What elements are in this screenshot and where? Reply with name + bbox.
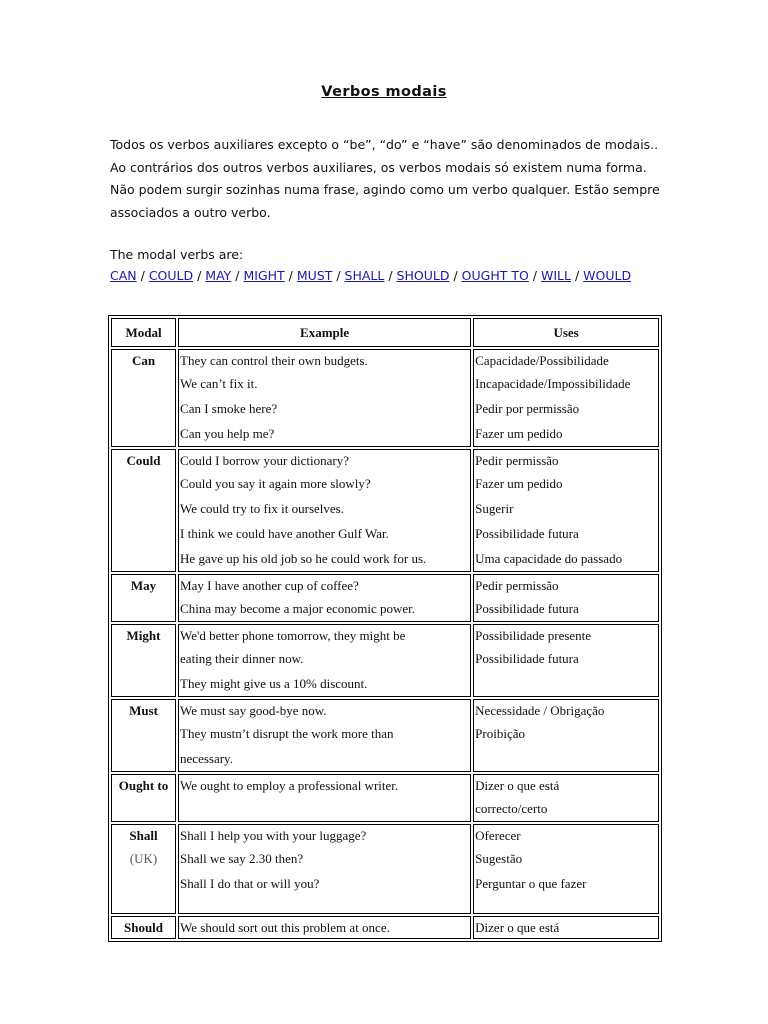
example-line: We should sort out this problem at once. [180, 920, 390, 935]
uses-cell [473, 774, 659, 822]
example-line: May I have another cup of coffee? [180, 578, 359, 593]
link-separator: / [231, 268, 244, 283]
modal-verb-links [110, 265, 631, 287]
use-line: Sugestão [475, 851, 523, 866]
use-line: correcto/certo [475, 801, 548, 816]
use-line: Dizer o que está [475, 920, 560, 935]
intro-paragraph: Todos os verbos auxiliares excepto o “be”, “do” e “have” são denominados de modais.. Ao contrários dos outros verbos auxiliares, os verbos modais só existem numa forma. Não podem surgir sozinhas numa frase, agindo como um verbo qualquer. Estão sempre associados a outro verbo. [110, 137, 660, 220]
use-line: Necessidade / Obrigação [475, 703, 605, 718]
use-line: Fazer um pedido [475, 476, 563, 491]
example-cell [178, 916, 471, 939]
uses-cell [473, 449, 659, 572]
example-line: They might give us a 10% discount. [180, 676, 368, 691]
modal-name: Can [131, 353, 156, 368]
modal-name: Should [123, 920, 164, 935]
modal-link-would[interactable]: WOULD [583, 268, 632, 283]
example-cell [178, 574, 471, 622]
modal-cell [111, 449, 176, 572]
table-row [111, 624, 659, 697]
example-line: We ought to employ a professional writer. [180, 778, 399, 793]
modal-name: Must [129, 703, 158, 718]
table-header-row [111, 318, 659, 347]
use-line: Proibição [475, 726, 525, 741]
modal-link-shall[interactable]: SHALL [344, 268, 385, 283]
modal-cell [111, 574, 176, 622]
table-row [111, 824, 659, 914]
example-line: I think we could have another Gulf War. [180, 526, 389, 541]
use-line: Oferecer [475, 828, 521, 843]
link-separator: / [384, 268, 397, 283]
link-separator: / [284, 268, 297, 283]
example-line: Could I borrow your dictionary? [180, 453, 349, 468]
modal-cell [111, 349, 176, 447]
example-line: Can you help me? [180, 426, 275, 441]
use-line: Uma capacidade do passado [475, 551, 623, 566]
use-line: Capacidade/Possibilidade [475, 353, 609, 368]
use-line: Fazer um pedido [475, 426, 563, 441]
link-separator: / [136, 268, 149, 283]
example-line: Shall we say 2.30 then? [180, 851, 304, 866]
table-row [111, 574, 659, 622]
header-example: Example [178, 318, 471, 347]
modal-name: Could [126, 453, 161, 468]
example-line: We must say good-bye now. [180, 703, 327, 718]
modal-link-must[interactable]: MUST [296, 268, 333, 283]
modal-link-should[interactable]: SHOULD [396, 268, 450, 283]
use-line: Possibilidade futura [475, 526, 579, 541]
example-line: China may become a major economic power. [180, 601, 416, 616]
cell-padding [180, 896, 469, 913]
example-cell [178, 699, 471, 772]
example-cell [178, 449, 471, 572]
modal-link-will[interactable]: WILL [540, 268, 571, 283]
table-row [111, 774, 659, 822]
modal-note: (UK) [129, 851, 158, 866]
example-line: necessary. [180, 751, 233, 766]
header-uses: Uses [473, 318, 659, 347]
modal-link-might[interactable]: MIGHT [243, 268, 285, 283]
table-row [111, 349, 659, 447]
use-line: Dizer o que está [475, 778, 560, 793]
modal-name: May [130, 578, 157, 593]
modal-cell [111, 824, 176, 914]
table-row [111, 449, 659, 572]
use-line: Possibilidade presente [475, 628, 592, 643]
modal-link-could[interactable]: COULD [148, 268, 194, 283]
example-line: Can I smoke here? [180, 401, 278, 416]
example-cell [178, 624, 471, 697]
use-line: Sugerir [475, 501, 514, 516]
example-line: They mustn’t disrupt the work more than [180, 726, 394, 741]
uses-cell [473, 349, 659, 447]
use-line: Incapacidade/Impossibilidade [475, 376, 631, 391]
modal-name: Ought to [118, 778, 169, 793]
example-line: They can control their own budgets. [180, 353, 368, 368]
table-row [111, 916, 659, 939]
modal-cell [111, 916, 176, 939]
page-title: Verbos modais [321, 84, 447, 100]
use-line: Possibilidade futura [475, 651, 579, 666]
header-modal: Modal [111, 318, 176, 347]
example-line: He gave up his old job so he could work for us. [180, 551, 427, 566]
link-separator: / [449, 268, 462, 283]
example-cell [178, 349, 471, 447]
use-line: Pedir permissão [475, 578, 559, 593]
modal-link-ought-to[interactable]: OUGHT TO [461, 268, 529, 283]
example-line: Shall I help you with your luggage? [180, 828, 367, 843]
modal-cell [111, 699, 176, 772]
use-line: Possibilidade futura [475, 601, 579, 616]
table-row [111, 699, 659, 772]
modal-verbs-table [108, 315, 662, 942]
example-line: Shall I do that or will you? [180, 876, 320, 891]
uses-cell [473, 916, 659, 939]
example-cell [178, 824, 471, 914]
link-separator: / [570, 268, 584, 283]
modal-cell [111, 774, 176, 822]
link-separator: / [332, 268, 345, 283]
uses-cell [473, 699, 659, 772]
modal-link-can[interactable]: CAN [110, 268, 137, 283]
modal-name: Might [126, 628, 161, 643]
modal-verbs-label: The modal verbs are: [110, 247, 244, 262]
modal-cell [111, 624, 176, 697]
uses-cell [473, 624, 659, 697]
example-line: Could you say it again more slowly? [180, 476, 371, 491]
example-line: We'd better phone tomorrow, they might be [180, 628, 406, 643]
link-separator: / [528, 268, 541, 283]
example-line: We can’t fix it. [180, 376, 258, 391]
modal-name: Shall [129, 828, 158, 843]
uses-cell [473, 824, 659, 914]
example-line: We could try to fix it ourselves. [180, 501, 344, 516]
use-line: Pedir por permissão [475, 401, 580, 416]
uses-cell [473, 574, 659, 622]
modal-link-may[interactable]: MAY [205, 268, 232, 283]
link-separator: / [193, 268, 206, 283]
use-line: Perguntar o que fazer [475, 876, 587, 891]
example-line: eating their dinner now. [180, 651, 304, 666]
use-line: Pedir permissão [475, 453, 559, 468]
example-cell [178, 774, 471, 822]
